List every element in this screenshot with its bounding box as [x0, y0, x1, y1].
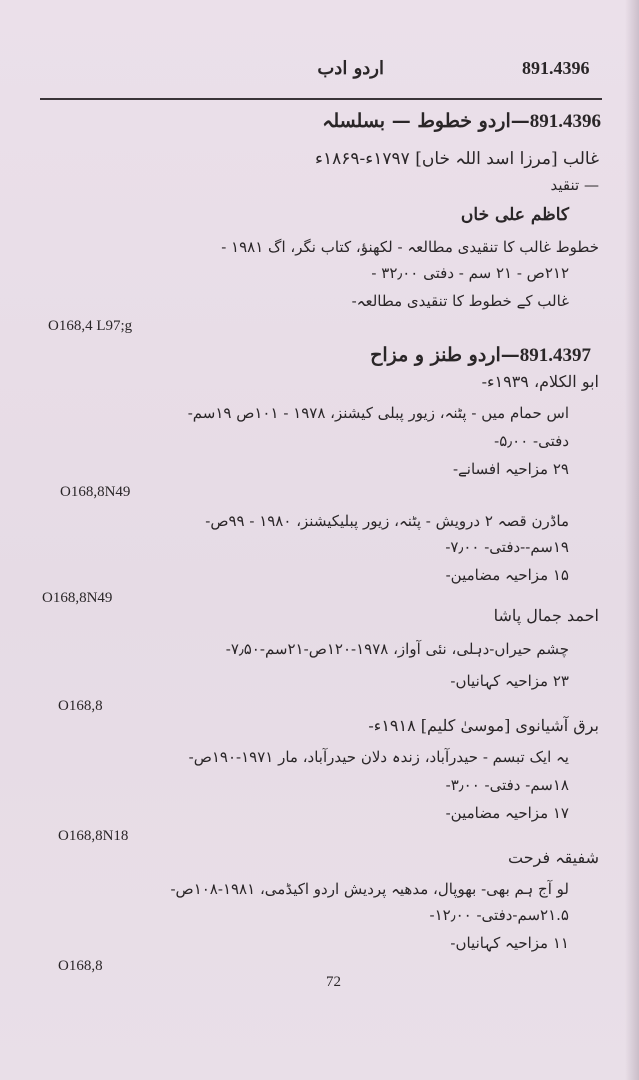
author-line: غالب [مرزا اسد اللہ خاں] ۱۷۹۷ء-۱۸۶۹ء: [314, 149, 599, 169]
entry-line: غالب کے خطوط کا تنقیدی مطالعہ-: [351, 292, 569, 310]
section-heading-1: [322, 110, 601, 133]
author-line: ابو الکلام، ۱۹۳۹ء-: [481, 372, 599, 391]
entry-line: چشم حیراں-دہلی، نئی آواز، ۱۹۷۸-۱۲۰ص-۲۱سم-۷٫۵۰-: [225, 640, 569, 658]
entry-line: خطوط غالب کا تنقیدی مطالعہ - لکھنؤ، کتاب نگر، اگ ۱۹۸۱ -: [221, 238, 599, 256]
entry-line: ۲۹ مزاحیہ افسانے-: [452, 460, 569, 478]
call-number: O168,8: [58, 698, 103, 714]
entry-line: ماڈرن قصہ ۲ درویش - پٹنہ، زیور پبلیکیشنز، ۱۹۸۰ - ۹۹ص-: [205, 512, 569, 530]
author-line: احمد جمال پاشا: [493, 606, 599, 625]
section-1-title: —اردو خطوط — بسلسلہ: [322, 110, 530, 132]
author-line: کاظم علی خاں: [460, 205, 569, 225]
header-class-number: 891.4396: [522, 58, 590, 78]
entry-line: ۲۱.۵سم-دفتی- ۱۲٫۰۰-: [429, 906, 569, 924]
author-line: برق آشیانوی [موسیٰ کلیم] ۱۹۱۸ء-: [368, 716, 599, 735]
section-2-title: —اردو طنز و مزاح: [370, 344, 520, 366]
entry-line: ۱۱ مزاحیہ کہانیاں-: [450, 934, 569, 952]
page-edge-shadow: [625, 0, 639, 1080]
entry-line: اس حمام میں - پٹنہ، زیور پبلی کیشنز، ۱۹۷۸ - ۱۰۱ص ۱۹سم-: [187, 404, 569, 422]
call-number: O168,8: [58, 958, 103, 974]
entry-line: ۱۷ مزاحیہ مضامین-: [445, 804, 569, 822]
section-1-number: 891.4396: [529, 111, 601, 132]
entry-line: ۱۵ مزاحیہ مضامین-: [445, 566, 569, 584]
header-title: اردو ادب: [317, 58, 384, 79]
entry-line: ۲۳ مزاحیہ کہانیاں-: [450, 672, 569, 690]
page-number: 72: [326, 974, 341, 990]
subheading: — تنقید: [550, 176, 599, 194]
entry-line: ۱۸سم- دفتی- ۳٫۰۰-: [445, 776, 569, 794]
author-line: شفیقہ فرحت: [508, 848, 599, 867]
call-number: O168,8N49: [60, 484, 131, 500]
entry-line: لو آج ہم بھی- بھوپال، مدھیہ پردیش اردو اکیڈمی، ۱۹۸۱-۱۰۸ص-: [170, 880, 569, 898]
entry-line: یہ ایک تبسم - حیدرآباد، زندہ دلان حیدرآباد، مار ۱۹۷۱-۱۹۰ص-: [188, 748, 569, 766]
entry-line: ۱۹سم--دفتی- ۷٫۰۰-: [445, 538, 569, 556]
section-heading-2: [370, 344, 591, 367]
entry-line: ۲۱۲ص - ۲۱ سم - دفتی ۳۲٫۰۰ -: [371, 264, 569, 282]
call-number: O168,4 L97;g: [48, 318, 133, 334]
call-number: O168,8N49: [42, 590, 113, 606]
call-number: O168,8N18: [58, 828, 129, 844]
entry-line: دفتی- ۵٫۰۰-: [494, 432, 569, 450]
section-2-number: 891.4397: [519, 345, 591, 366]
header-rule: [40, 98, 602, 100]
